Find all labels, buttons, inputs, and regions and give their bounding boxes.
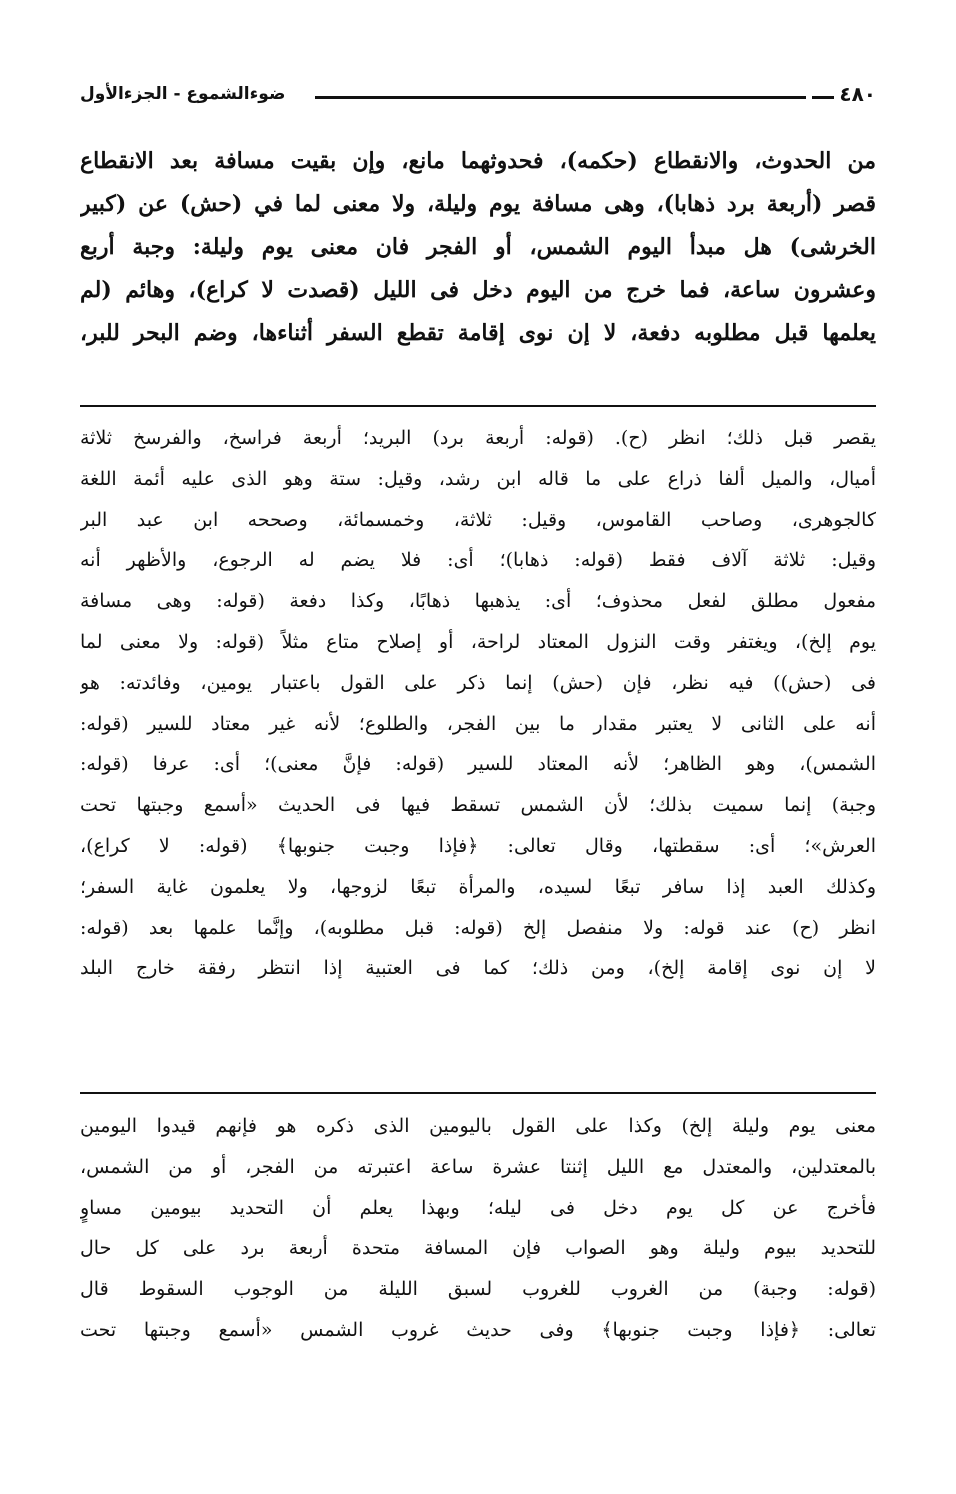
section-divider: [80, 405, 876, 407]
main-line: من الحدوث، والانقطاع (حكمه)، فحدوثهما مانع، وإن بقيت مسافة بعد الانقطاع: [80, 148, 876, 174]
commentary-line: بالمعتدلين، والمعتدل مع الليل إثنتا عشرة ساعة اعتبرته من الفجر، أو من الشمس،: [80, 1155, 876, 1178]
page-header: [80, 82, 876, 112]
commentary-line: كالجوهرى، وصاحب القاموس، وقيل: ثلاثة، وخمسمائة، وصححه ابن عبد البر: [80, 508, 876, 531]
commentary-line: لا إن نوى إقامة إلخ)، ومن ذلك؛ كما فى العتبية إذا انتظر رفقة خارج البلد: [80, 957, 876, 980]
commentary-line: الشمس)، وهو الظاهر؛ لأنه المعتاد للسير (قوله: فإنَّ معنى)؛ أى: عرفا (قوله:: [80, 753, 876, 776]
main-line: قصر (أربعة برد ذهابا)، وهى مسافة يوم وليلة، ولا معنى لما في (حش) عن (كبير: [80, 191, 876, 217]
commentary-line: معنى يوم وليلة إلخ) وكذا على القول باليومين الذى ذكره هو فإنهم قيدوا اليومين: [80, 1115, 876, 1137]
main-line: الخرشى) هل مبدأ اليوم الشمس، أو الفجر فان معنى يوم وليلة: وجبة أربع: [80, 234, 876, 260]
commentary-line: (قوله: وجبة) من الغروب للغروب لسبق الليلة من الوجوب السقوط قال: [80, 1278, 876, 1301]
commentary-line: فى (حش)) فيه نظر، فإن (حش) إنما ذكر على القول باعتبار يومين، وفائدته: هو: [80, 671, 876, 694]
header-rule: [315, 96, 806, 99]
main-line: يعلمها قبل مطلوبه دفعة، لا إن نوى إقامة تقطع السفر أثناءها، وضم البحر للبر،: [80, 320, 876, 346]
commentary-line: أميال، والميل ألفا ذراع على ما قاله ابن رشد، وقيل: ستة وهو الذى عليه أئمة اللغة: [80, 467, 876, 490]
commentary-block-1: [80, 418, 876, 989]
main-line: وعشرون ساعة، فما خرج من اليوم دخل فى الليل (قصدت لا كراع)، وهائم (لم: [80, 277, 876, 303]
commentary-block-2: [80, 1106, 876, 1351]
commentary-line: مفعول مطلق لفعل محذوف؛ أى: يذهبها ذهابًا، وكذا دفعة (قوله: وهى مسافة: [80, 590, 876, 613]
commentary-line: وكذلك العبد إذا سافر تبعًا لسيده، والمرأة تبعًا لزوجها، ولا يعلمون غاية السفر؛: [80, 875, 876, 898]
main-text: [80, 140, 876, 355]
header-rule-right: [812, 96, 834, 99]
commentary-line: أنه على الثانى لا يعتبر مقدار ما بين الفجر، والطلوع؛ لأنه غير معتاد للسير (قوله:: [80, 712, 876, 735]
page-number: ٤٨٠: [839, 82, 876, 106]
commentary-line: وجبة) إنما سميت بذلك؛ لأن الشمس تسقط فيها فى الحديث «أسمع وجبتها تحت: [80, 794, 876, 817]
running-title: ضوءالشموع - الجزءالأول: [80, 84, 286, 104]
commentary-line: تعالى: ﴿فإذا وجبت جنوبها﴾ وفى حديث غروب الشمس «أسمع وجبتها تحت: [80, 1318, 876, 1341]
commentary-line: يوم إلخ)، ويغتفر وقت النزول المعتاد لراحة، أو إصلاح متاع مثلاً (قوله: ولا معنى لما: [80, 630, 876, 653]
commentary-line: يقصر قبل ذلك؛ انظر (ح). (قوله: أربعة برد) البريد؛ أربعة فراسخ، والفرسخ ثلاثة: [80, 427, 876, 449]
commentary-line: فأخرج عن كل يوم دخل فى ليله؛ وبهذا يعلم أن التحديد بيومين مساوٍ: [80, 1196, 876, 1219]
commentary-line: العرش»؛ أى: سقطتها، وقال تعالى: ﴿فإذا وجبت جنوبها﴾ (قوله: لا كراع)،: [80, 834, 876, 857]
footnote-divider: [80, 1092, 876, 1094]
commentary-line: وقيل: ثلاثة آلاف فقط (قوله: ذهابا)؛ أى: فلا يضم له الرجوع، والأظهر أنه: [80, 549, 876, 572]
commentary-line: للتحديد بيوم وليلة وهو الصواب فإن المسافة متحدة أربعة برد على كل حال: [80, 1237, 876, 1260]
commentary-line: انظر (ح) عند قوله: ولا منفصل إلخ (قوله: قبل مطلوبه)، وإنَّما علمها بعد (قوله:: [80, 916, 876, 939]
